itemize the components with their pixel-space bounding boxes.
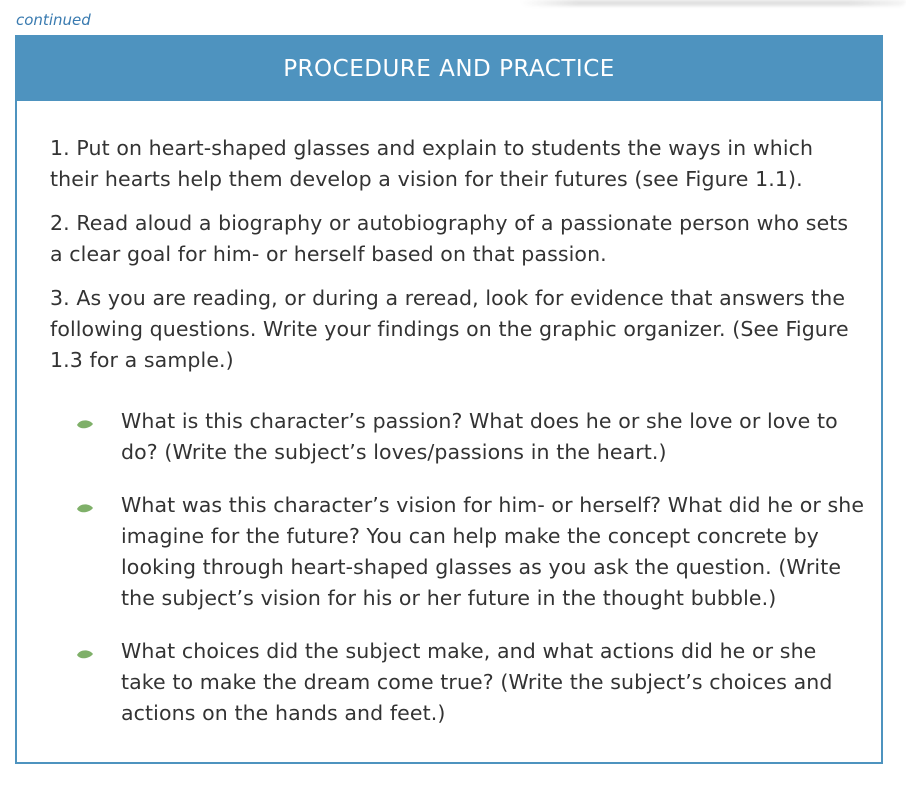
question-text: What was this character’s vision for him- or herself? What did he or she imagine for the future? You can help make the concept concrete by looking through heart-shaped glasses as you ask the question. (Write the subject’s vision for his or her future in the thought bubble.) [121, 493, 865, 610]
section-title: PROCEDURE AND PRACTICE [283, 56, 615, 82]
page-edge-shadow [520, 0, 906, 6]
question-text: What is this character’s passion? What does he or she love or love to do? (Write the subject’s loves/passions in the heart.) [121, 409, 838, 464]
list-item [50, 490, 865, 614]
procedure-box [15, 35, 883, 764]
leaf-bullet-icon [76, 649, 94, 660]
question-list [50, 406, 865, 729]
step-2: 2. Read aloud a biography or autobiography of a passionate person who sets a clear goal for him- or herself based on that passion. [50, 211, 849, 266]
continued-label: continued [16, 11, 91, 29]
list-item [50, 636, 865, 729]
leaf-bullet-icon [76, 419, 94, 430]
leaf-bullet-icon [76, 503, 94, 514]
procedure-content [50, 133, 865, 751]
question-text: What choices did the subject make, and what actions did he or she take to make the dream come true? (Write the subject’s choices and actions on the hands and feet.) [121, 639, 833, 725]
step-1: 1. Put on heart-shaped glasses and explain to students the ways in which their hearts help them develop a vision for their futures (see Figure 1.1). [50, 136, 814, 191]
step-3: 3. As you are reading, or during a reread, look for evidence that answers the following questions. Write your findings on the graphic organizer. (See Figure 1.3 for a sample.) [50, 286, 849, 372]
box-header [17, 37, 881, 101]
list-item [50, 406, 865, 468]
